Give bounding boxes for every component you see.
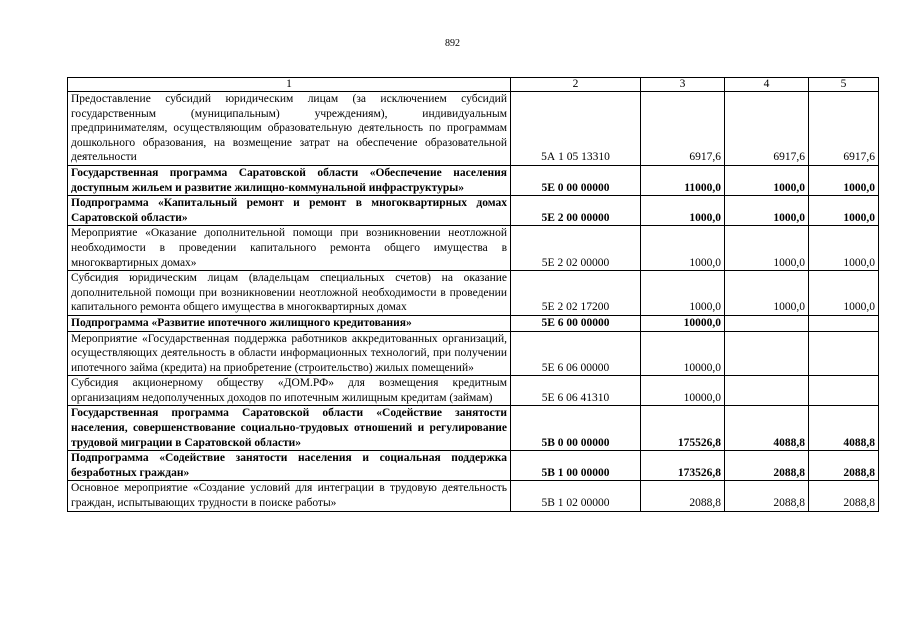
table-row <box>68 271 879 316</box>
row-code-cell: 5Е 2 00 00000 <box>511 196 641 226</box>
table-row <box>68 376 879 406</box>
row-code-cell: 5В 0 00 00000 <box>511 406 641 451</box>
table-header-row <box>68 78 879 92</box>
table-row <box>68 481 879 511</box>
table-body <box>68 78 879 512</box>
row-code-cell: 5Е 6 06 41310 <box>511 376 641 406</box>
table-row <box>68 196 879 226</box>
row-name-cell: Мероприятие «Оказание дополнительной помощи при возникновении неотложной необходимости в проведении капитального ремонта общего имущества в многоквартирных домах» <box>68 226 511 271</box>
row-name-cell: Субсидия акционерному обществу «ДОМ.РФ» для возмещения кредитным организациям недополученных доходов по ипотечным жилищным кредитам (займам) <box>68 376 511 406</box>
row-name-cell: Государственная программа Саратовской области «Содействие занятости населения, совершенствование социально-трудовых отношений и регулирование трудовой миграции в Саратовской области» <box>68 406 511 451</box>
column-header-4: 4 <box>725 78 809 92</box>
row-value-3-cell: 1000,0 <box>809 165 879 195</box>
table-row <box>68 451 879 481</box>
row-value-1-cell: 10000,0 <box>641 376 725 406</box>
row-code-cell: 5А 1 05 13310 <box>511 92 641 166</box>
row-code-cell: 5Е 6 06 00000 <box>511 331 641 376</box>
table-row <box>68 92 879 166</box>
row-value-2-cell <box>725 331 809 376</box>
row-code-cell: 5Е 0 00 00000 <box>511 165 641 195</box>
row-value-1-cell: 10000,0 <box>641 315 725 331</box>
row-value-2-cell: 1000,0 <box>725 226 809 271</box>
row-value-3-cell <box>809 315 879 331</box>
table-row <box>68 331 879 376</box>
column-header-3: 3 <box>641 78 725 92</box>
row-code-cell: 5В 1 00 00000 <box>511 451 641 481</box>
row-value-1-cell: 173526,8 <box>641 451 725 481</box>
row-code-cell: 5Е 2 02 00000 <box>511 226 641 271</box>
row-code-cell: 5Е 2 02 17200 <box>511 271 641 316</box>
row-value-1-cell: 6917,6 <box>641 92 725 166</box>
row-code-cell: 5Е 6 00 00000 <box>511 315 641 331</box>
row-value-1-cell: 10000,0 <box>641 331 725 376</box>
row-value-2-cell <box>725 376 809 406</box>
row-name-cell: Мероприятие «Государственная поддержка работников аккредитованных организаций, осуществляющих деятельность в области информационных технологий, при получении ипотечного займа (кредита) на приобретение (строительство) жилых помещений» <box>68 331 511 376</box>
row-value-2-cell: 1000,0 <box>725 271 809 316</box>
row-value-1-cell: 1000,0 <box>641 196 725 226</box>
row-value-3-cell <box>809 331 879 376</box>
row-value-3-cell: 1000,0 <box>809 196 879 226</box>
row-value-3-cell: 1000,0 <box>809 226 879 271</box>
table-row <box>68 406 879 451</box>
row-value-3-cell: 6917,6 <box>809 92 879 166</box>
column-header-5: 5 <box>809 78 879 92</box>
row-value-1-cell: 2088,8 <box>641 481 725 511</box>
table-row <box>68 315 879 331</box>
budget-table <box>67 77 879 512</box>
row-value-2-cell: 4088,8 <box>725 406 809 451</box>
row-name-cell: Основное мероприятие «Создание условий для интеграции в трудовую деятельность граждан, испытывающих трудности в поиске работы» <box>68 481 511 511</box>
row-value-1-cell: 1000,0 <box>641 271 725 316</box>
row-value-3-cell: 4088,8 <box>809 406 879 451</box>
row-name-cell: Подпрограмма «Капитальный ремонт и ремонт в многоквартирных домах Саратовской области» <box>68 196 511 226</box>
row-value-1-cell: 175526,8 <box>641 406 725 451</box>
row-value-2-cell: 1000,0 <box>725 196 809 226</box>
row-value-1-cell: 1000,0 <box>641 226 725 271</box>
page-number: 892 <box>445 38 460 49</box>
row-name-cell: Предоставление субсидий юридическим лицам (за исключением субсидий государственным (муниципальным) учреждениям), индивидуальным предпринимателям, осуществляющим образовательную деятельность по программам дошкольного образования, на возмещение затрат на обеспечение образовательной деятельности <box>68 92 511 166</box>
row-name-cell: Подпрограмма «Развитие ипотечного жилищного кредитования» <box>68 315 511 331</box>
row-value-2-cell: 2088,8 <box>725 481 809 511</box>
row-value-2-cell: 2088,8 <box>725 451 809 481</box>
row-value-2-cell: 1000,0 <box>725 165 809 195</box>
row-value-2-cell: 6917,6 <box>725 92 809 166</box>
row-name-cell: Государственная программа Саратовской области «Обеспечение населения доступным жильем и развитие жилищно-коммунальной инфраструктуры» <box>68 165 511 195</box>
row-value-3-cell: 2088,8 <box>809 481 879 511</box>
row-value-1-cell: 11000,0 <box>641 165 725 195</box>
row-value-3-cell: 1000,0 <box>809 271 879 316</box>
table-row <box>68 165 879 195</box>
row-value-3-cell <box>809 376 879 406</box>
column-header-1: 1 <box>68 78 511 92</box>
row-value-2-cell <box>725 315 809 331</box>
column-header-2: 2 <box>511 78 641 92</box>
table-row <box>68 226 879 271</box>
row-name-cell: Субсидия юридическим лицам (владельцам специальных счетов) на оказание дополнительной помощи при возникновении неотложной необходимости в проведении капитального ремонта общего имущества в многоквартирных домах <box>68 271 511 316</box>
row-value-3-cell: 2088,8 <box>809 451 879 481</box>
row-code-cell: 5В 1 02 00000 <box>511 481 641 511</box>
row-name-cell: Подпрограмма «Содействие занятости населения и социальная поддержка безработных граждан» <box>68 451 511 481</box>
